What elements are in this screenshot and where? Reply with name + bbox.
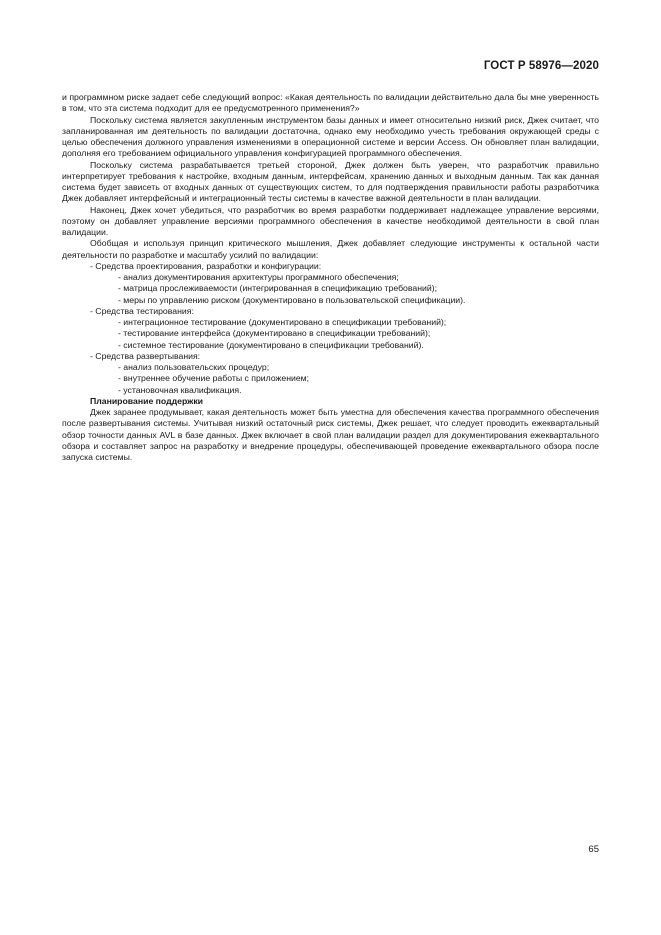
paragraph-continuation: и программном риске задает себе следующий вопрос: «Какая деятельность по валидации действительно дала бы мне уверенность в том, что эта система подходит для ее предусмотренного применения?» bbox=[62, 92, 599, 114]
list-item: - системное тестирование (документировано в спецификации требований). bbox=[118, 339, 424, 350]
list-item: - анализ пользовательских процедур; bbox=[118, 362, 270, 372]
paragraph: Поскольку система является закупленным инструментом базы данных и имеет относительно низкий риск, Джек считает, что запланированная им деятельность по валидации достаточна, однако ему необходимо учесть требования окружающей среды с целью обеспечения должного управления изменениями в операционной системе и версии Access. Он обновляет план валидации, дополняя его требованием официального управления конфигурацией программного обеспечения. bbox=[62, 114, 599, 159]
paragraph: Обобщая и используя принцип критического мышления, Джек добавляет следующие инструменты к остальной части деятельности по разработке и масштабу усилий по валидации: bbox=[62, 238, 599, 260]
list-item: - меры по управлению риском (документировано в пользовательской спецификации). bbox=[118, 294, 466, 305]
list-group-title: - Средства развертывания: bbox=[90, 350, 201, 361]
list-group-title: - Средства проектирования, разработки и конфигурации: bbox=[90, 260, 322, 271]
list-item: - интеграционное тестирование (документировано в спецификации требований); bbox=[118, 317, 447, 327]
document-code: ГОСТ Р 58976—2020 bbox=[483, 60, 599, 72]
section-heading: Планирование поддержки bbox=[90, 395, 204, 406]
list-item: - внутреннее обучение работы с приложением; bbox=[118, 373, 310, 384]
section-paragraph: Джек заранее продумывает, какая деятельность может быть уместна для обеспечения качества программного обеспечения после развертывания системы. Учитывая низкий остаточный риск системы, Джек решает, что следует проводить ежеквартальный обзор точности данных AVL в базе данных. Джек включает в свой план валидации раздел для документирования ежеквартального обзора и составляет запрос на разработку и внедрение процедуры, обеспечивающей проведение ежеквартального обзора после запуска системы. bbox=[62, 407, 599, 462]
paragraph: Поскольку система разрабатывается третьей стороной, Джек должен быть уверен, что разработчик правильно интерпретирует требования к настройке, входным данным, интерфейсам, хранению данных и выходным данным. Так как данная система будет зависеть от входных данных от существующих систем, то для подтверждения правильности работы разработчика Джек добавляет интерфейсный и интеграционный тесты системы в качестве важной деятельности в план валидации. bbox=[62, 159, 599, 204]
list-item: - тестирование интерфейса (документировано в спецификации требований); bbox=[118, 328, 431, 339]
page-number: 65 bbox=[588, 844, 599, 855]
paragraph: Наконец, Джек хочет убедиться, что разработчик во время разработки поддерживает надлежащее управление версиями, поэтому он добавляет управление версиями программного обеспечения в качестве необходимой деятельности в свой план валидации. bbox=[62, 204, 599, 237]
list-item: - анализ документирования архитектуры программного обеспечения; bbox=[118, 272, 399, 282]
list-item: - матрица прослеживаемости (интегрированная в спецификацию требований); bbox=[118, 283, 438, 294]
tools-list bbox=[62, 261, 599, 396]
page-content bbox=[62, 92, 599, 463]
list-group-title: - Средства тестирования: bbox=[90, 305, 194, 316]
list-item: - установочная квалификация. bbox=[118, 384, 242, 395]
